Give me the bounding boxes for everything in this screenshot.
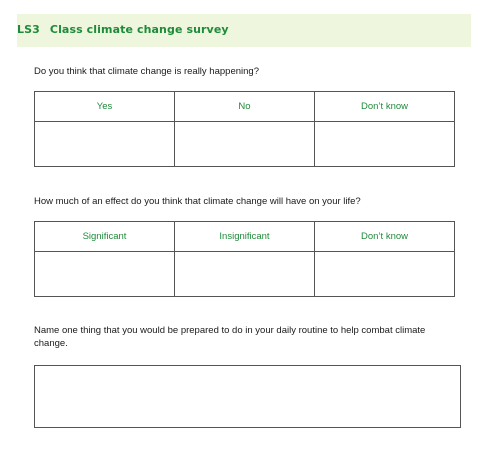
question-1-table	[34, 91, 455, 167]
q1-answer-cell-dont-know[interactable]	[315, 122, 455, 167]
q2-option-significant: Significant	[35, 222, 175, 252]
worksheet-title	[17, 23, 229, 36]
q1-option-yes: Yes	[35, 92, 175, 122]
question-1-text: Do you think that climate change is really happening?	[34, 66, 259, 77]
question-2-table	[34, 221, 455, 297]
q2-option-dont-know: Don’t know	[315, 222, 455, 252]
worksheet-title-text: Class climate change survey	[49, 23, 229, 36]
question-3-text: Name one thing that you would be prepared to do in your daily routine to help combat climate change.	[34, 325, 426, 349]
question-2-text: How much of an effect do you think that climate change will have on your life?	[34, 196, 361, 207]
q1-option-no: No	[175, 92, 315, 122]
q1-option-dont-know: Don’t know	[315, 92, 455, 122]
q2-answer-cell-insignificant[interactable]	[175, 252, 315, 297]
q2-answer-cell-dont-know[interactable]	[315, 252, 455, 297]
question-3-answer-box[interactable]	[34, 365, 461, 428]
q1-answer-cell-yes[interactable]	[35, 122, 175, 167]
q2-answer-cell-significant[interactable]	[35, 252, 175, 297]
q1-answer-cell-no[interactable]	[175, 122, 315, 167]
worksheet-code: LS3	[17, 23, 40, 36]
q2-option-insignificant: Insignificant	[175, 222, 315, 252]
